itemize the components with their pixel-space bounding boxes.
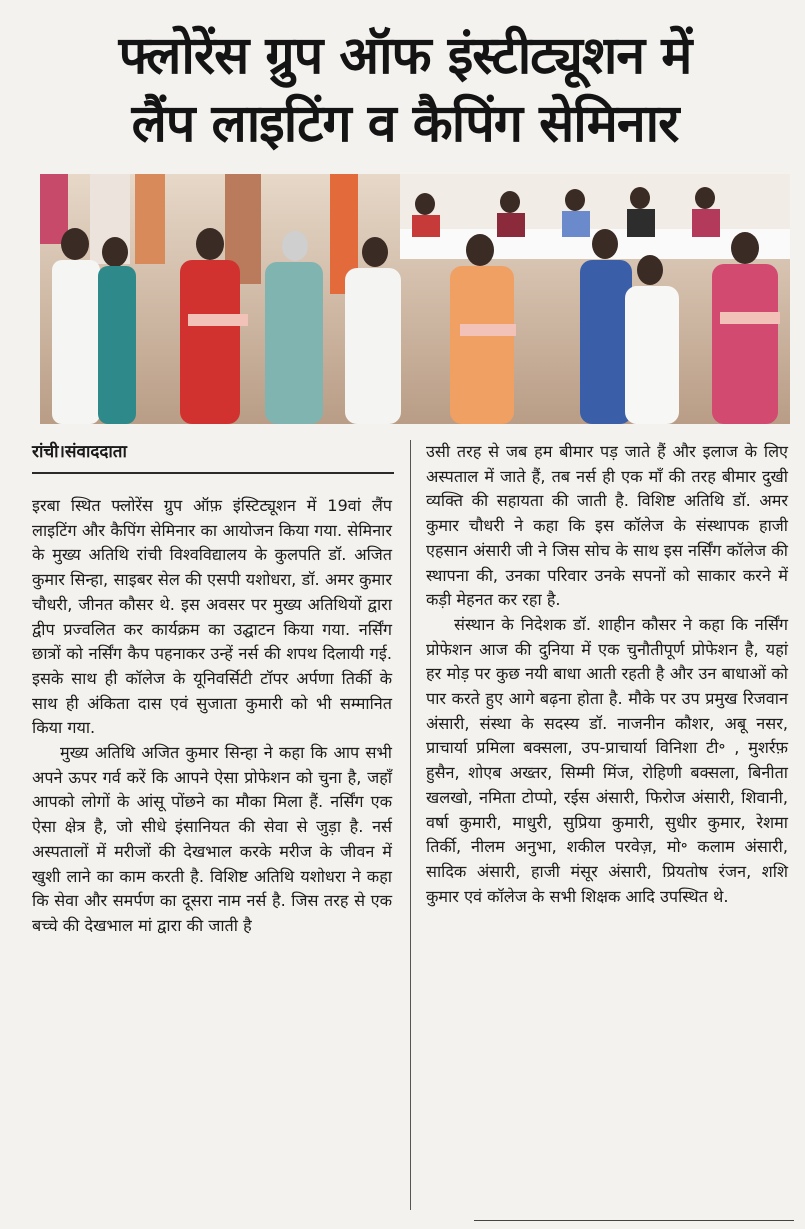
headline-line-1: फ्लोरेंस ग्रुप ऑफ इंस्टीट्यूशन में: [118, 26, 692, 86]
news-photo: [40, 174, 790, 424]
headline: [10, 22, 800, 158]
dateline-rule: [32, 472, 394, 474]
paragraph: संस्थान के निदेशक डॉ. शाहीन कौसर ने कहा कि नर्सिंग प्रोफेशन आज की दुनिया में एक चुनौतीपूर्ण प्रोफेशन है, यहां हर मोड़ पर कुछ नयी बाधा आती रहती है और उन बाधाओं को पार करते हुए आगे बढ़ना होता है. मौके पर उप प्रमुख रिजवान अंसारी, संस्था के सदस्य डॉ. नाजनीन कौशर, अबू नसर, प्राचार्या प्रमिला बक्सला, उप-प्राचार्या विनिशा टी॰ , मुशर्रफ़ हुसैन, शोएब अख्तर, सिम्मी मिंज, रोहिणी बक्सला, बिनीता खलखो, नमिता टोप्पो, रईस अंसारी, फिरोज अंसारी, शिवानी, वर्षा कुमारी, माधुरी, सुप्रिया कुमारी, सुधीर कुमार, रेशमा तिर्की, नीलम अनुभा, शकील परवेज़, मो॰ कलाम अंसारी, सादिक अंसारी, हाजी मंसूर अंसारी, प्रियतोष रंजन, शशि कुमार एवं कॉलेज के सभी शिक्षक आदि उपस्थित थे.: [426, 614, 788, 906]
article-column-right: [426, 440, 788, 909]
bottom-rule: [474, 1220, 794, 1221]
article-column-left: [32, 494, 392, 939]
paragraph: इरबा स्थित फ्लोरेंस ग्रुप ऑफ़ इंस्टिट्यूशन में 19वां लैंप लाइटिंग और कैपिंग सेमिनार का आयोजन किया गया. सेमिनार के मुख्य अतिथि रांची विश्वविद्यालय के कुलपति डॉ. अजित कुमार सिन्हा, साइबर सेल की एसपी यशोधरा, डॉ. अमर कुमार चौधरी, जीनत कौसर थे. इस अवसर पर मुख्य अतिथियों द्वारा द्वीप प्रज्वलित कर कार्यक्रम का उद्घाटन किया गया. नर्सिंग छात्रों को नर्सिंग कैप पहनाकर उन्हें नर्स की शपथ दिलायी गई. इसके साथ ही कॉलेज के यूनिवर्सिटी टॉपर अर्पणा तिर्की के साथ ही अंकिता दास एवं सुजाता कुमारी को भी सम्मानित किया गया.: [32, 496, 392, 738]
headline-line-2: लैंप लाइटिंग व कैपिंग सेमिनार: [131, 94, 679, 154]
column-divider: [410, 440, 411, 1210]
dateline: रांची।संवाददाता: [32, 442, 127, 462]
paragraph: उसी तरह से जब हम बीमार पड़ जाते हैं और इलाज के लिए अस्पताल में जाते हैं, तब नर्स ही एक माँ की तरह बीमार दुखी व्यक्ति की सहायता की जाती है. विशिष्ट अतिथि डॉ. अमर कुमार चौधरी ने कहा कि इस कॉलेज के संस्थापक हाजी एहसान अंसारी जी ने जिस सोच के साथ इस नर्सिंग कॉलेज की स्थापना की, उनका परिवार उनके सपनों को साकार करने में कड़ी मेहनत कर रहा है.: [426, 442, 788, 610]
photo-illustration: [40, 174, 790, 424]
paragraph: मुख्य अतिथि अजित कुमार सिन्हा ने कहा कि आप सभी अपने ऊपर गर्व करें कि आपने ऐसा प्रोफेशन को चुना है, जहाँ आपको लोगों के आंसू पोंछने का मौका मिला हैं. नर्सिंग एक ऐसा क्षेत्र है, जो सीधे इंसानियत की सेवा से जुड़ा है. नर्स अस्पतालों में मरीजों की देखभाल करके मरीज के जीवन में खुशी लाने का काम करती है. विशिष्ट अतिथि यशोधरा ने कहा कि सेवा और समर्पण का दूसरा नाम नर्स है. जिस तरह से एक बच्चे की देखभाल मां द्वारा की जाती है: [32, 743, 392, 935]
